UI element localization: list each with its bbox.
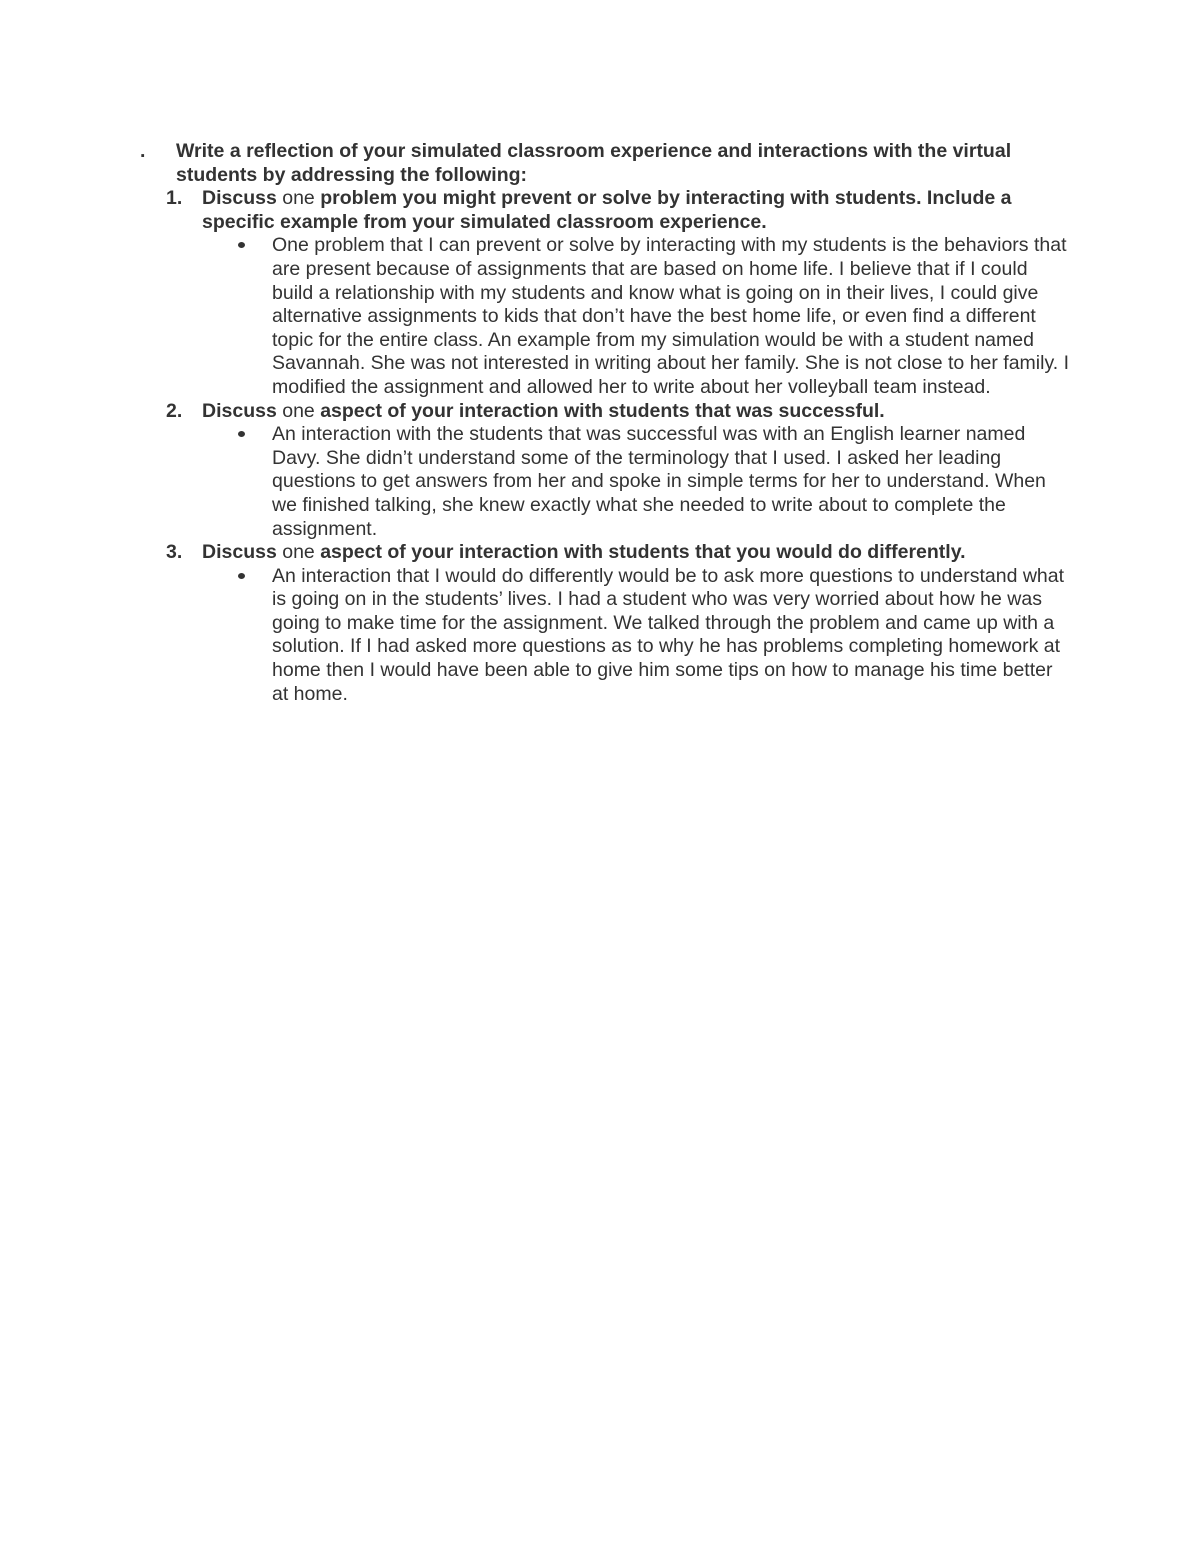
question-item-3: [140, 541, 1070, 706]
question-rest: aspect of your interaction with students that you would do differently.: [320, 541, 966, 564]
answer-bullet: [202, 565, 1070, 707]
assignment-prompt: [140, 140, 1070, 187]
question-item-1: [140, 187, 1070, 399]
question-lead: Discuss: [202, 541, 277, 564]
question-plain-word: one: [282, 187, 315, 210]
answer-text: An interaction with the students that was successful was with an English learner named Davy. She didn’t understand some of the terminology that I used. I asked her leading questions to get answers from her and spoke in simple terms for her to understand. When we finished talking, she knew exactly what she needed to write about to complete the assignment.: [272, 423, 1046, 540]
question-plain-word: one: [282, 399, 315, 422]
answer-text: One problem that I can prevent or solve by interacting with my students is the behaviors that are present because of assignments that are based on home life. I believe that if I could build a relationship with my students and know what is going on in their lives, I could give alternative assignments to kids that don’t have the best home life, or even find a different topic for the entire class. An example from my simulation would be with a student named Savannah. She was not interested in writing about her family. She is not close to her family. I modified the assignment and allowed her to write about her volleyball team instead.: [272, 234, 1070, 398]
question-number: 1.: [166, 187, 183, 210]
answer-bullet: [202, 234, 1070, 399]
prompt-text: Write a reflection of your simulated classroom experience and interactions with the virtual students by addressing the following:: [176, 140, 1012, 186]
question-heading: [202, 187, 1070, 234]
answer-bullet: [202, 423, 1070, 541]
question-list: [140, 187, 1070, 706]
question-number: 3.: [166, 541, 183, 564]
question-item-2: [140, 400, 1070, 542]
bullet-icon: [238, 431, 245, 437]
question-plain-word: one: [282, 541, 315, 564]
answer-text: An interaction that I would do differently would be to ask more questions to understand what is going on in the students’ lives. I had a student who was very worried about how he was going to make time for the assignment. We talked through the problem and came up with a solution. If I had asked more questions as to why he has problems completing homework at home then I would have been able to give him some tips on how to manage his time better at home.: [272, 564, 1065, 705]
prompt-marker: .: [140, 140, 146, 162]
question-heading: [202, 541, 1070, 565]
question-rest: aspect of your interaction with students that was successful.: [320, 399, 885, 422]
question-number: 2.: [166, 399, 183, 422]
question-rest: problem you might prevent or solve by interacting with students. Include a specific example from your simulated classroom experience.: [202, 187, 1012, 233]
question-lead: Discuss: [202, 187, 277, 210]
question-heading: [202, 400, 1070, 424]
question-lead: Discuss: [202, 399, 277, 422]
document-body: [140, 140, 1070, 706]
bullet-icon: [238, 573, 245, 579]
bullet-icon: [238, 242, 245, 248]
